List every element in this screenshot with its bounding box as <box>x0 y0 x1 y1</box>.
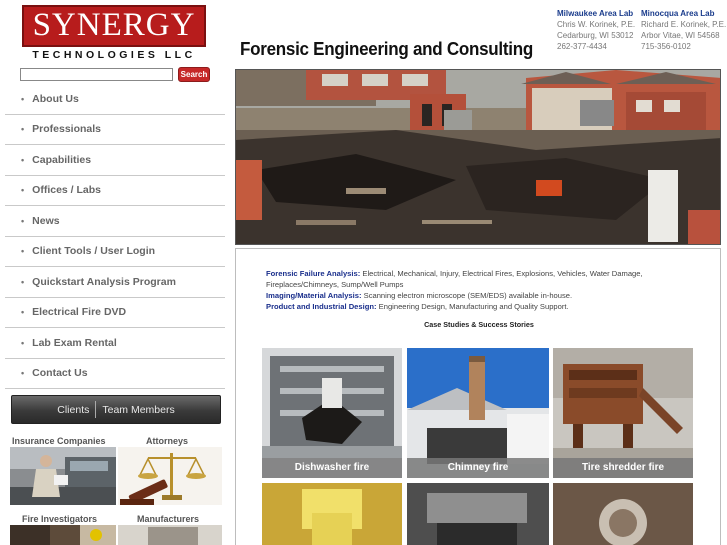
lab-title[interactable]: Milwaukee Area Lab <box>557 9 634 18</box>
case-study-thumbnail[interactable] <box>262 483 402 545</box>
bullet-icon: • <box>21 124 25 135</box>
nav-item-label: About Us <box>32 92 79 105</box>
minocqua-lab-contact <box>641 8 726 52</box>
page-title: Forensic Engineering and Consulting <box>240 38 533 59</box>
bullet-icon: • <box>21 368 25 379</box>
sidebar-nav <box>5 84 225 389</box>
nav-item-news[interactable] <box>5 206 225 237</box>
bullet-icon: • <box>21 307 25 318</box>
service-text: Engineering Design, Manufacturing and Quality Support. <box>376 302 569 311</box>
nav-item-contact-us[interactable] <box>5 359 225 390</box>
manufacturers-image[interactable] <box>118 525 222 545</box>
hero-fire-scene-photo <box>235 69 721 245</box>
milwaukee-lab-contact <box>557 8 635 52</box>
insurance-companies-image[interactable] <box>10 447 116 505</box>
case-caption: Chimney fire <box>407 458 549 478</box>
lab-address: Arbor Vitae, WI 54568 <box>641 31 720 40</box>
tab-clients[interactable]: Clients <box>57 403 90 416</box>
nav-item-offices-labs[interactable] <box>5 176 225 207</box>
case-studies-heading: Case Studies & Success Stories <box>424 320 534 329</box>
case-dishwasher-fire[interactable] <box>262 348 402 478</box>
nav-item-label: News <box>32 214 60 227</box>
nav-item-label: Electrical Fire DVD <box>32 306 127 319</box>
service-text: Scanning electron microscope (SEM/EDS) available in-house. <box>361 291 573 300</box>
case-chimney-fire[interactable] <box>407 348 549 478</box>
nav-item-label: Professionals <box>32 123 102 136</box>
client-label-attorneys[interactable]: Attorneys <box>146 436 189 446</box>
case-tire-shredder-fire[interactable] <box>553 348 693 478</box>
bullet-icon: • <box>21 246 25 257</box>
content-panel <box>235 248 721 545</box>
nav-item-lab-exam-rental[interactable] <box>5 328 225 359</box>
logo-main-text: SYNERGY <box>32 7 196 43</box>
attorneys-image[interactable] <box>118 447 222 505</box>
nav-item-label: Capabilities <box>32 153 92 166</box>
service-text: Electrical, Mechanical, Injury, Electrical Fires, Explosions, Vehicles, Water Damage, Fireplaces/Chimneys, Sump/Well Pumps <box>266 269 643 289</box>
client-label-fire-investigators[interactable]: Fire Investigators <box>22 514 98 524</box>
nav-item-label: Offices / Labs <box>32 184 102 197</box>
search-input[interactable] <box>20 68 173 81</box>
service-label[interactable]: Product and Industrial Design: <box>266 302 377 311</box>
case-study-thumbnail[interactable] <box>407 483 549 545</box>
client-label-insurance[interactable]: Insurance Companies <box>12 436 106 446</box>
client-label-manufacturers[interactable]: Manufacturers <box>137 514 200 524</box>
nav-item-label: Client Tools / User Login <box>32 245 156 258</box>
bullet-icon: • <box>21 154 25 165</box>
nav-item-professionals[interactable] <box>5 115 225 146</box>
nav-item-label: Quickstart Analysis Program <box>32 275 176 288</box>
case-study-thumbnail[interactable] <box>553 483 693 545</box>
lab-phone: 262-377-4434 <box>557 42 607 51</box>
nav-item-quickstart[interactable] <box>5 267 225 298</box>
bullet-icon: • <box>21 337 25 348</box>
lab-address: Cedarburg, WI 53012 <box>557 31 634 40</box>
fire-investigators-image[interactable] <box>10 525 116 545</box>
tab-team-members[interactable]: Team Members <box>102 403 175 416</box>
bullet-icon: • <box>21 215 25 226</box>
nav-item-about-us[interactable] <box>5 84 225 115</box>
case-caption: Dishwasher fire <box>262 458 402 478</box>
search-button[interactable]: Search <box>178 67 210 82</box>
bullet-icon: • <box>21 93 25 104</box>
service-label[interactable]: Imaging/Material Analysis: <box>266 291 362 300</box>
bullet-icon: • <box>21 276 25 287</box>
nav-item-client-tools[interactable] <box>5 237 225 268</box>
lab-contact-name: Chris W. Korinek, P.E. <box>557 20 636 29</box>
lab-phone: 715-356-0102 <box>641 42 691 51</box>
nav-item-label: Contact Us <box>32 367 88 380</box>
nav-item-capabilities[interactable] <box>5 145 225 176</box>
service-label[interactable]: Forensic Failure Analysis: <box>266 269 361 278</box>
case-caption: Tire shredder fire <box>553 458 693 478</box>
bullet-icon: • <box>21 185 25 196</box>
logo-sub-text: TECHNOLOGIES LLC <box>32 49 196 61</box>
lab-contact-name: Richard E. Korinek, P.E. <box>641 20 727 29</box>
company-logo[interactable] <box>22 5 206 61</box>
services-description <box>266 268 706 312</box>
nav-item-label: Lab Exam Rental <box>32 336 117 349</box>
nav-item-electrical-fire-dvd[interactable] <box>5 298 225 329</box>
lab-title[interactable]: Minocqua Area Lab <box>641 9 715 18</box>
clients-team-toggle <box>11 395 221 424</box>
